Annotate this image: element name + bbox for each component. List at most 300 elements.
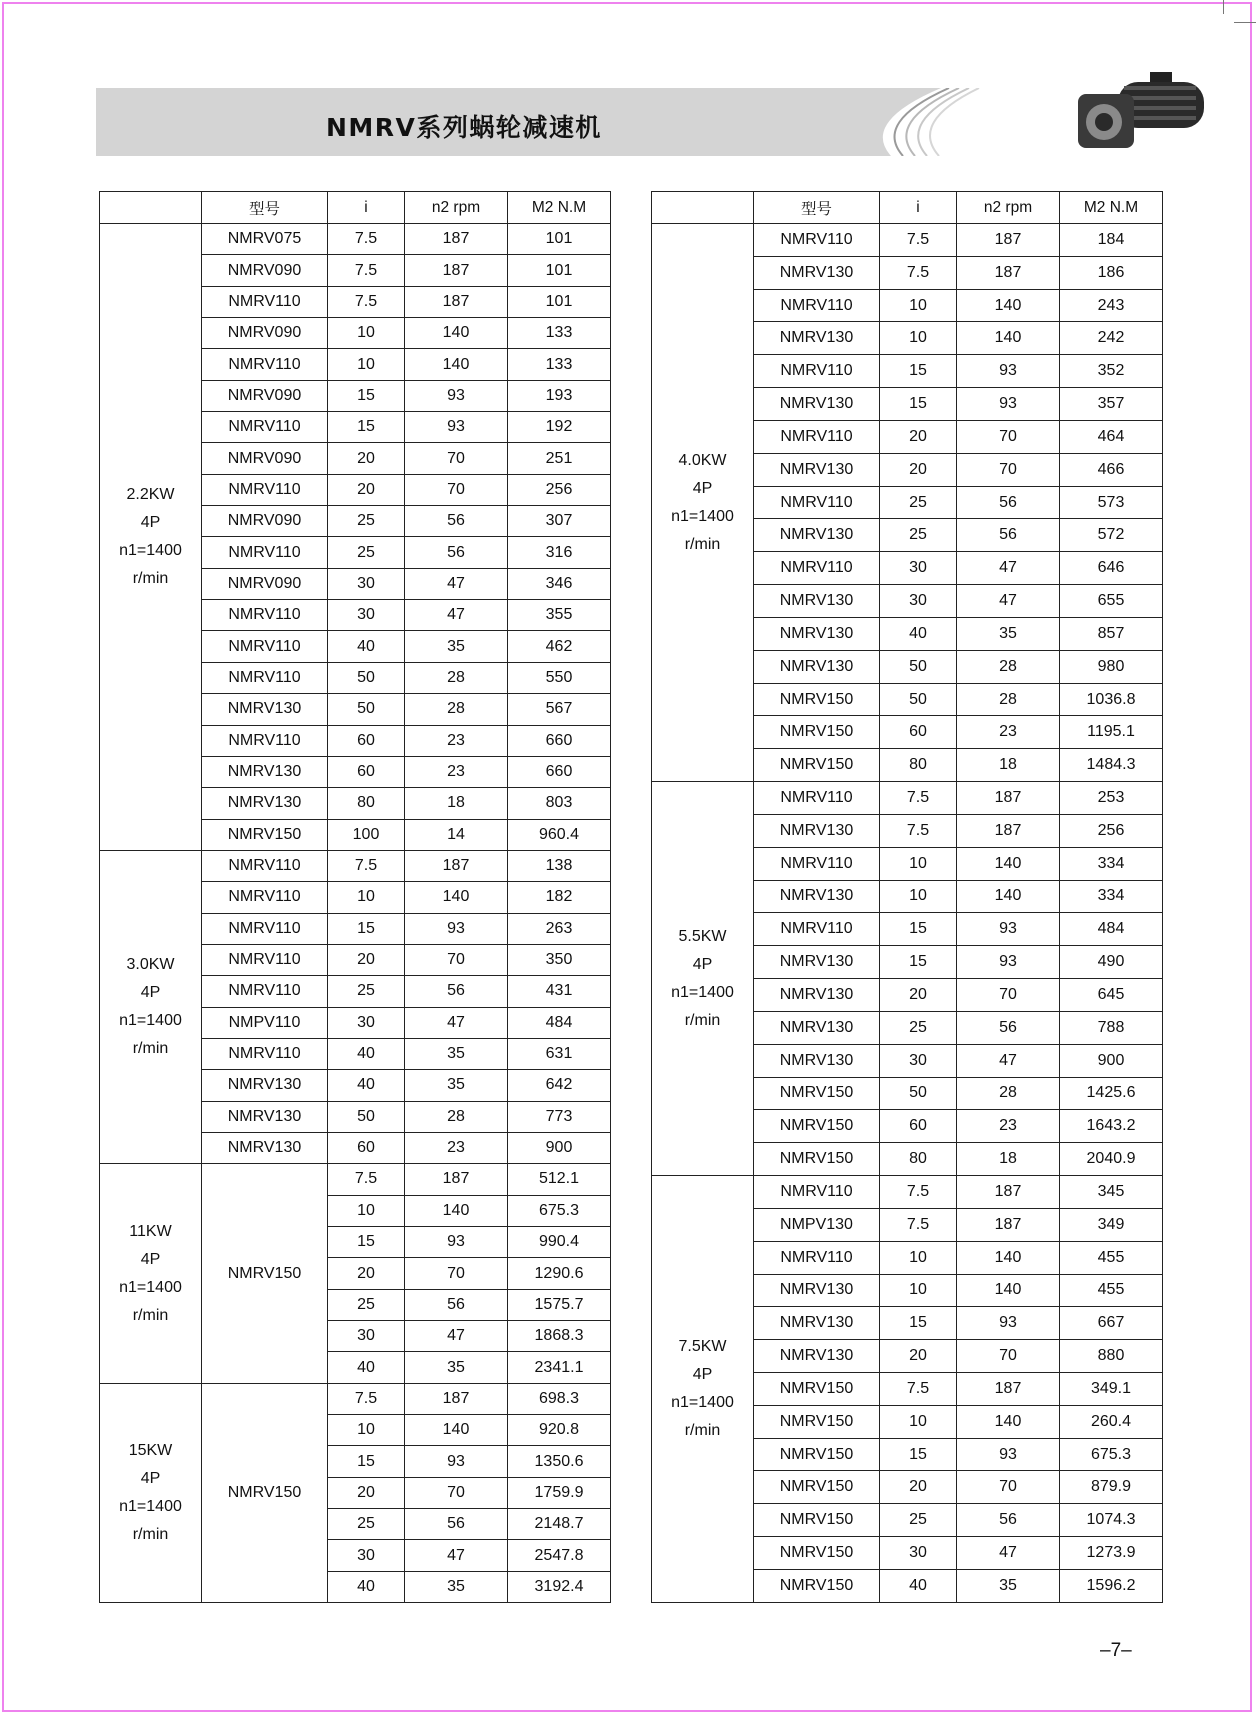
ratio-cell: 10 [328, 1415, 405, 1446]
output-torque-cell: 253 [1060, 782, 1163, 815]
table-row [652, 782, 1163, 815]
input-speed: n1=1400 [119, 1012, 182, 1030]
pole-count: 4P [692, 479, 713, 497]
ratio-cell: 20 [880, 1471, 957, 1504]
ratio-cell: 15 [328, 380, 405, 411]
model-cell: NMRV090 [202, 568, 328, 599]
ratio-cell: 15 [328, 913, 405, 944]
ratio-cell: 15 [880, 1438, 957, 1471]
output-torque-cell: 355 [508, 600, 611, 631]
left-spec-table [99, 191, 611, 1603]
output-speed-cell: 140 [957, 289, 1060, 322]
input-speed: n1=1400 [671, 1393, 734, 1411]
output-speed-cell: 93 [957, 946, 1060, 979]
model-cell: NMRV110 [202, 286, 328, 317]
output-torque-cell: 484 [508, 1007, 611, 1038]
table-header-row [652, 192, 1163, 224]
power-group-cell [652, 1176, 754, 1603]
ratio-cell: 10 [880, 1274, 957, 1307]
output-torque-cell: 352 [1060, 355, 1163, 388]
output-speed-cell: 187 [405, 1164, 508, 1195]
output-speed-cell: 70 [957, 1471, 1060, 1504]
ratio-cell: 7.5 [328, 1164, 405, 1195]
power-rating: 4.0KW [678, 451, 727, 469]
header-cell-ratio: i [880, 192, 957, 224]
output-speed-cell: 35 [405, 1352, 508, 1383]
gear-motor-image [1068, 64, 1218, 164]
ratio-cell: 20 [880, 979, 957, 1012]
model-cell: NMRV150 [754, 1405, 880, 1438]
table-row [100, 850, 611, 881]
output-speed-cell: 23 [957, 716, 1060, 749]
ratio-cell: 10 [880, 289, 957, 322]
output-speed-cell: 93 [957, 1438, 1060, 1471]
output-speed-cell: 187 [957, 224, 1060, 257]
ratio-cell: 50 [328, 1101, 405, 1132]
output-speed-cell: 140 [957, 322, 1060, 355]
header-cell-output-torque: M2 N.M [508, 192, 611, 224]
output-torque-cell: 980 [1060, 650, 1163, 683]
ratio-cell: 25 [880, 1504, 957, 1537]
speed-unit: r/min [132, 1525, 169, 1543]
ratio-cell: 60 [328, 756, 405, 787]
output-torque-cell: 316 [508, 537, 611, 568]
model-cell: NMRV110 [754, 1176, 880, 1209]
ratio-cell: 80 [880, 1143, 957, 1176]
output-torque-cell: 879.9 [1060, 1471, 1163, 1504]
ratio-cell: 7.5 [328, 255, 405, 286]
output-torque-cell: 334 [1060, 880, 1163, 913]
ratio-cell: 7.5 [880, 782, 957, 815]
crop-mark [1234, 22, 1256, 23]
output-speed-cell: 70 [405, 474, 508, 505]
input-speed: n1=1400 [671, 983, 734, 1001]
model-cell: NMRV130 [754, 585, 880, 618]
header-cell-model: 型号 [754, 192, 880, 224]
model-cell: NMRV110 [754, 847, 880, 880]
output-speed-cell: 70 [405, 443, 508, 474]
header-band [96, 88, 1161, 156]
model-cell: NMRV150 [754, 1077, 880, 1110]
speed-unit: r/min [684, 535, 721, 553]
output-torque-cell: 1036.8 [1060, 683, 1163, 716]
output-torque-cell: 186 [1060, 256, 1163, 289]
output-torque-cell: 184 [1060, 224, 1163, 257]
ratio-cell: 7.5 [880, 256, 957, 289]
model-cell: NMRV130 [754, 946, 880, 979]
ratio-cell: 50 [880, 1077, 957, 1110]
output-speed-cell: 187 [957, 1176, 1060, 1209]
ratio-cell: 50 [880, 683, 957, 716]
output-torque-cell: 345 [1060, 1176, 1163, 1209]
ratio-cell: 15 [880, 1307, 957, 1340]
model-cell: NMRV110 [202, 850, 328, 881]
output-torque-cell: 900 [1060, 1044, 1163, 1077]
ratio-cell: 10 [880, 322, 957, 355]
output-speed-cell: 187 [957, 256, 1060, 289]
model-cell: NMRV150 [202, 819, 328, 850]
output-speed-cell: 47 [957, 585, 1060, 618]
pole-count: 4P [140, 984, 161, 1002]
ratio-cell: 60 [328, 725, 405, 756]
output-torque-cell: 133 [508, 318, 611, 349]
model-cell: NMRV110 [202, 537, 328, 568]
output-torque-cell: 660 [508, 725, 611, 756]
power-group-cell [100, 850, 202, 1163]
page-title: NMRV系列蜗轮减速机 [326, 113, 602, 142]
model-cell: NMRV110 [202, 412, 328, 443]
power-rating: 5.5KW [678, 927, 727, 945]
output-speed-cell: 93 [405, 1227, 508, 1258]
ratio-cell: 20 [880, 420, 957, 453]
power-rating: 3.0KW [126, 956, 175, 974]
output-speed-cell: 23 [957, 1110, 1060, 1143]
output-torque-cell: 1596.2 [1060, 1569, 1163, 1602]
output-torque-cell: 466 [1060, 453, 1163, 486]
output-torque-cell: 1484.3 [1060, 749, 1163, 782]
power-rating: 7.5KW [678, 1337, 727, 1355]
model-cell: NMRV110 [202, 976, 328, 1007]
output-torque-cell: 256 [508, 474, 611, 505]
output-speed-cell: 56 [405, 1289, 508, 1320]
input-speed: n1=1400 [119, 1278, 182, 1296]
model-cell: NMRV130 [754, 979, 880, 1012]
output-speed-cell: 56 [405, 506, 508, 537]
output-speed-cell: 47 [405, 600, 508, 631]
ratio-cell: 7.5 [880, 1208, 957, 1241]
output-torque-cell: 2040.9 [1060, 1143, 1163, 1176]
output-torque-cell: 2547.8 [508, 1540, 611, 1571]
model-cell: NMRV110 [202, 944, 328, 975]
model-cell: NMRV110 [202, 600, 328, 631]
ratio-cell: 60 [328, 1132, 405, 1163]
output-torque-cell: 990.4 [508, 1227, 611, 1258]
output-torque-cell: 1425.6 [1060, 1077, 1163, 1110]
output-torque-cell: 960.4 [508, 819, 611, 850]
output-speed-cell: 56 [957, 486, 1060, 519]
model-cell: NMRV090 [202, 318, 328, 349]
input-speed: n1=1400 [119, 1497, 182, 1515]
output-torque-cell: 307 [508, 506, 611, 537]
model-cell: NMRV130 [754, 1044, 880, 1077]
model-cell: NMRV150 [754, 749, 880, 782]
output-speed-cell: 70 [405, 1258, 508, 1289]
ratio-cell: 30 [328, 568, 405, 599]
output-speed-cell: 140 [957, 1405, 1060, 1438]
output-torque-cell: 646 [1060, 552, 1163, 585]
output-torque-cell: 138 [508, 850, 611, 881]
ratio-cell: 15 [328, 1227, 405, 1258]
output-speed-cell: 35 [405, 1571, 508, 1602]
model-cell: NMRV130 [202, 756, 328, 787]
model-cell: NMRV150 [754, 1372, 880, 1405]
header-cell-power [100, 192, 202, 224]
output-torque-cell: 182 [508, 882, 611, 913]
output-torque-cell: 698.3 [508, 1383, 611, 1414]
ratio-cell: 40 [328, 1038, 405, 1069]
output-speed-cell: 140 [957, 1241, 1060, 1274]
model-cell: NMRV110 [202, 631, 328, 662]
output-torque-cell: 675.3 [1060, 1438, 1163, 1471]
output-speed-cell: 187 [405, 224, 508, 255]
ratio-cell: 25 [880, 1011, 957, 1044]
model-cell: NMRV090 [202, 443, 328, 474]
output-speed-cell: 47 [957, 1044, 1060, 1077]
model-cell: NMRV150 [754, 1504, 880, 1537]
model-cell: NMRV110 [202, 725, 328, 756]
output-torque-cell: 1290.6 [508, 1258, 611, 1289]
ratio-cell: 25 [328, 1289, 405, 1320]
pole-count: 4P [140, 1469, 161, 1487]
model-cell: NMRV150 [202, 1383, 328, 1602]
model-cell: NMRV150 [754, 1143, 880, 1176]
model-cell: NMRV130 [754, 1307, 880, 1340]
ratio-cell: 10 [880, 847, 957, 880]
output-speed-cell: 47 [405, 1321, 508, 1352]
output-torque-cell: 101 [508, 255, 611, 286]
output-speed-cell: 28 [957, 650, 1060, 683]
output-speed-cell: 140 [405, 349, 508, 380]
ratio-cell: 25 [880, 519, 957, 552]
output-speed-cell: 140 [957, 847, 1060, 880]
ratio-cell: 7.5 [880, 1372, 957, 1405]
output-torque-cell: 101 [508, 286, 611, 317]
ratio-cell: 7.5 [880, 1176, 957, 1209]
output-torque-cell: 660 [508, 756, 611, 787]
output-torque-cell: 349.1 [1060, 1372, 1163, 1405]
output-speed-cell: 28 [405, 662, 508, 693]
ratio-cell: 20 [880, 1340, 957, 1373]
ratio-cell: 30 [328, 600, 405, 631]
ratio-cell: 30 [880, 585, 957, 618]
header-cell-output-speed: n2 rpm [957, 192, 1060, 224]
output-torque-cell: 357 [1060, 388, 1163, 421]
output-speed-cell: 56 [405, 1509, 508, 1540]
output-torque-cell: 490 [1060, 946, 1163, 979]
power-rating: 11KW [129, 1222, 172, 1240]
ratio-cell: 15 [880, 355, 957, 388]
output-torque-cell: 2148.7 [508, 1509, 611, 1540]
output-speed-cell: 70 [405, 1477, 508, 1508]
output-speed-cell: 47 [405, 1540, 508, 1571]
model-cell: NMRV110 [754, 355, 880, 388]
model-cell: NMRV130 [754, 1274, 880, 1307]
pole-count: 4P [692, 955, 713, 973]
ratio-cell: 20 [328, 474, 405, 505]
model-cell: NMRV130 [754, 814, 880, 847]
output-torque-cell: 251 [508, 443, 611, 474]
ratio-cell: 7.5 [880, 224, 957, 257]
model-cell: NMRV110 [754, 552, 880, 585]
output-speed-cell: 28 [405, 1101, 508, 1132]
model-cell: NMRV130 [754, 256, 880, 289]
table-row [100, 1164, 611, 1195]
table-row [100, 224, 611, 255]
output-torque-cell: 788 [1060, 1011, 1163, 1044]
header-cell-output-speed: n2 rpm [405, 192, 508, 224]
page-number: –7– [1100, 1640, 1132, 1661]
output-speed-cell: 140 [405, 1415, 508, 1446]
model-cell: NMPV110 [202, 1007, 328, 1038]
output-speed-cell: 56 [957, 1504, 1060, 1537]
output-torque-cell: 1643.2 [1060, 1110, 1163, 1143]
pole-count: 4P [692, 1365, 713, 1383]
ratio-cell: 40 [328, 1571, 405, 1602]
output-torque-cell: 1273.9 [1060, 1537, 1163, 1570]
model-cell: NMRV090 [202, 506, 328, 537]
output-speed-cell: 18 [405, 788, 508, 819]
output-speed-cell: 93 [405, 1446, 508, 1477]
table-row [100, 1383, 611, 1414]
speed-unit: r/min [684, 1011, 721, 1029]
output-torque-cell: 1759.9 [508, 1477, 611, 1508]
output-speed-cell: 187 [405, 255, 508, 286]
output-torque-cell: 1195.1 [1060, 716, 1163, 749]
model-cell: NMRV110 [754, 224, 880, 257]
model-cell: NMRV110 [202, 913, 328, 944]
model-cell: NMRV110 [754, 1241, 880, 1274]
output-speed-cell: 70 [957, 453, 1060, 486]
output-speed-cell: 35 [405, 631, 508, 662]
output-torque-cell: 567 [508, 694, 611, 725]
output-torque-cell: 900 [508, 1132, 611, 1163]
output-speed-cell: 28 [957, 1077, 1060, 1110]
ratio-cell: 30 [880, 552, 957, 585]
output-torque-cell: 431 [508, 976, 611, 1007]
output-speed-cell: 14 [405, 819, 508, 850]
ratio-cell: 20 [328, 944, 405, 975]
output-torque-cell: 655 [1060, 585, 1163, 618]
table-row [652, 1176, 1163, 1209]
output-torque-cell: 193 [508, 380, 611, 411]
model-cell: NMRV110 [202, 474, 328, 505]
header-cell-output-torque: M2 N.M [1060, 192, 1163, 224]
output-speed-cell: 56 [405, 976, 508, 1007]
model-cell: NMRV090 [202, 380, 328, 411]
output-torque-cell: 1868.3 [508, 1321, 611, 1352]
model-cell: NMRV130 [202, 1101, 328, 1132]
output-speed-cell: 187 [957, 1208, 1060, 1241]
output-speed-cell: 93 [957, 388, 1060, 421]
ratio-cell: 7.5 [328, 1383, 405, 1414]
output-torque-cell: 920.8 [508, 1415, 611, 1446]
output-speed-cell: 187 [957, 1372, 1060, 1405]
model-cell: NMRV150 [754, 1569, 880, 1602]
model-cell: NMRV150 [754, 1110, 880, 1143]
output-speed-cell: 93 [957, 355, 1060, 388]
output-torque-cell: 455 [1060, 1241, 1163, 1274]
power-group-cell [652, 782, 754, 1176]
model-cell: NMRV110 [202, 662, 328, 693]
output-speed-cell: 23 [405, 725, 508, 756]
ratio-cell: 100 [328, 819, 405, 850]
output-torque-cell: 462 [508, 631, 611, 662]
power-group-cell [100, 1164, 202, 1383]
output-speed-cell: 93 [957, 913, 1060, 946]
model-cell: NMRV110 [754, 782, 880, 815]
ratio-cell: 40 [880, 617, 957, 650]
input-speed: n1=1400 [671, 507, 734, 525]
output-torque-cell: 667 [1060, 1307, 1163, 1340]
model-cell: NMRV130 [202, 1070, 328, 1101]
model-cell: NMRV150 [754, 1537, 880, 1570]
output-torque-cell: 350 [508, 944, 611, 975]
ratio-cell: 10 [328, 318, 405, 349]
output-torque-cell: 256 [1060, 814, 1163, 847]
model-cell: NMRV130 [754, 1011, 880, 1044]
output-torque-cell: 880 [1060, 1340, 1163, 1373]
ratio-cell: 40 [328, 1352, 405, 1383]
output-speed-cell: 28 [957, 683, 1060, 716]
ratio-cell: 25 [880, 486, 957, 519]
model-cell: NMRV075 [202, 224, 328, 255]
table-header-row [100, 192, 611, 224]
ratio-cell: 15 [328, 412, 405, 443]
output-torque-cell: 550 [508, 662, 611, 693]
table-row [652, 224, 1163, 257]
ratio-cell: 10 [328, 882, 405, 913]
output-speed-cell: 187 [405, 1383, 508, 1414]
ratio-cell: 25 [328, 537, 405, 568]
output-torque-cell: 573 [1060, 486, 1163, 519]
header-cell-model: 型号 [202, 192, 328, 224]
output-torque-cell: 675.3 [508, 1195, 611, 1226]
model-cell: NMRV110 [202, 1038, 328, 1069]
output-speed-cell: 140 [405, 882, 508, 913]
model-cell: NMRV110 [754, 913, 880, 946]
ratio-cell: 25 [328, 976, 405, 1007]
output-speed-cell: 70 [957, 1340, 1060, 1373]
output-torque-cell: 455 [1060, 1274, 1163, 1307]
output-torque-cell: 773 [508, 1101, 611, 1132]
output-speed-cell: 187 [405, 286, 508, 317]
output-torque-cell: 857 [1060, 617, 1163, 650]
output-torque-cell: 3192.4 [508, 1571, 611, 1602]
model-cell: NMRV130 [754, 1340, 880, 1373]
ratio-cell: 30 [328, 1540, 405, 1571]
ratio-cell: 60 [880, 1110, 957, 1143]
output-speed-cell: 93 [405, 913, 508, 944]
power-rating: 2.2KW [126, 485, 175, 503]
speed-unit: r/min [684, 1421, 721, 1439]
output-torque-cell: 1575.7 [508, 1289, 611, 1320]
output-torque-cell: 133 [508, 349, 611, 380]
ratio-cell: 30 [328, 1007, 405, 1038]
ratio-cell: 10 [880, 1241, 957, 1274]
output-torque-cell: 645 [1060, 979, 1163, 1012]
ratio-cell: 15 [880, 913, 957, 946]
ratio-cell: 7.5 [328, 850, 405, 881]
ratio-cell: 40 [328, 1070, 405, 1101]
output-speed-cell: 70 [957, 979, 1060, 1012]
ratio-cell: 80 [328, 788, 405, 819]
output-torque-cell: 260.4 [1060, 1405, 1163, 1438]
output-speed-cell: 187 [957, 814, 1060, 847]
model-cell: NMRV150 [754, 1438, 880, 1471]
ratio-cell: 30 [880, 1044, 957, 1077]
model-cell: NMRV110 [754, 486, 880, 519]
output-speed-cell: 35 [957, 1569, 1060, 1602]
model-cell: NMRV130 [754, 617, 880, 650]
output-torque-cell: 572 [1060, 519, 1163, 552]
power-group-cell [652, 224, 754, 782]
output-torque-cell: 1350.6 [508, 1446, 611, 1477]
ratio-cell: 40 [880, 1569, 957, 1602]
output-speed-cell: 35 [405, 1070, 508, 1101]
output-torque-cell: 346 [508, 568, 611, 599]
output-speed-cell: 187 [405, 850, 508, 881]
output-speed-cell: 140 [405, 1195, 508, 1226]
